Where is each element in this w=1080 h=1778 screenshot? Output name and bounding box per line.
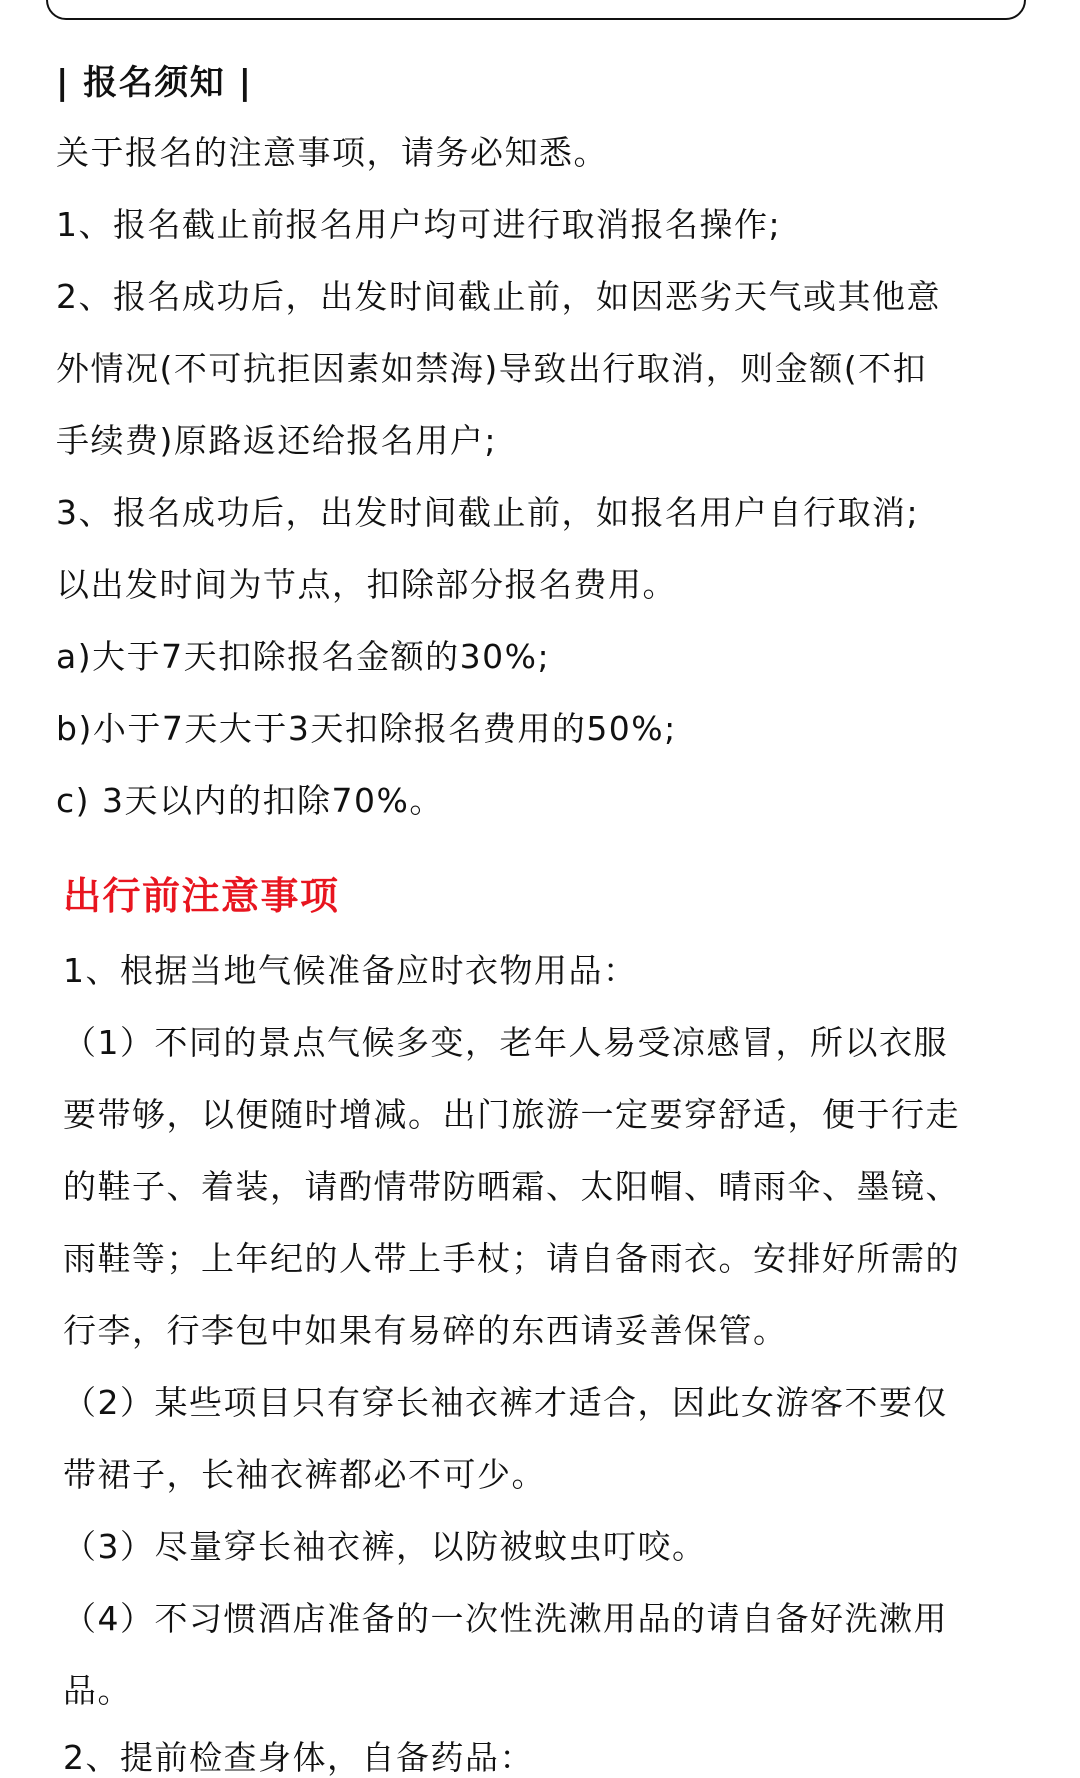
travel-note-line: 雨鞋等；上年纪的人带上手杖；请自备雨衣。安排好所需的 bbox=[63, 1239, 960, 1278]
section-heading-registration: | 报名须知 | bbox=[56, 63, 253, 103]
registration-line: 以出发时间为节点，扣除部分报名费用。 bbox=[56, 565, 677, 604]
registration-line: a)大于7天扣除报名金额的30%; bbox=[56, 637, 551, 676]
section-heading-travel-notes: 出行前注意事项 bbox=[63, 874, 340, 918]
registration-line: b)小于7天大于3天扣除报名费用的50%; bbox=[56, 709, 677, 748]
travel-note-line: （2）某些项目只有穿长袖衣裤才适合，因此女游客不要仅 bbox=[63, 1383, 948, 1422]
travel-note-line: （1）不同的景点气候多变，老年人易受凉感冒，所以衣服 bbox=[63, 1023, 948, 1062]
travel-note-line: 品。 bbox=[63, 1671, 132, 1710]
registration-line: 手续费)原路返还给报名用户; bbox=[56, 421, 497, 460]
registration-line: 外情况(不可抗拒因素如禁海)导致出行取消，则金额(不扣 bbox=[56, 349, 928, 388]
travel-note-line: 1、根据当地气候准备应时衣物用品： bbox=[63, 951, 638, 990]
travel-note-line: 的鞋子、着装，请酌情带防晒霜、太阳帽、晴雨伞、墨镜、 bbox=[63, 1167, 960, 1206]
registration-line: 2、报名成功后，出发时间截止前，如因恶劣天气或其他意 bbox=[56, 277, 941, 316]
travel-note-line: 2、提前检查身体，自备药品： bbox=[63, 1738, 534, 1777]
travel-note-line: 行李，行李包中如果有易碎的东西请妥善保管。 bbox=[63, 1311, 788, 1350]
travel-note-line: 要带够，以便随时增减。出门旅游一定要穿舒适，便于行走 bbox=[63, 1095, 960, 1134]
travel-note-line: （4）不习惯酒店准备的一次性洗漱用品的请自备好洗漱用 bbox=[63, 1599, 948, 1638]
registration-line: c) 3天以内的扣除70%。 bbox=[56, 781, 444, 820]
registration-line: 1、报名截止前报名用户均可进行取消报名操作; bbox=[56, 205, 782, 244]
registration-line: 3、报名成功后，出发时间截止前，如报名用户自行取消; bbox=[56, 493, 920, 532]
travel-note-line: （3）尽量穿长袖衣裤，以防被蚊虫叮咬。 bbox=[63, 1527, 707, 1566]
registration-line: 关于报名的注意事项，请务必知悉。 bbox=[56, 133, 608, 172]
travel-note-line: 带裙子，长袖衣裤都必不可少。 bbox=[63, 1455, 546, 1494]
top-frame bbox=[46, 0, 1026, 20]
